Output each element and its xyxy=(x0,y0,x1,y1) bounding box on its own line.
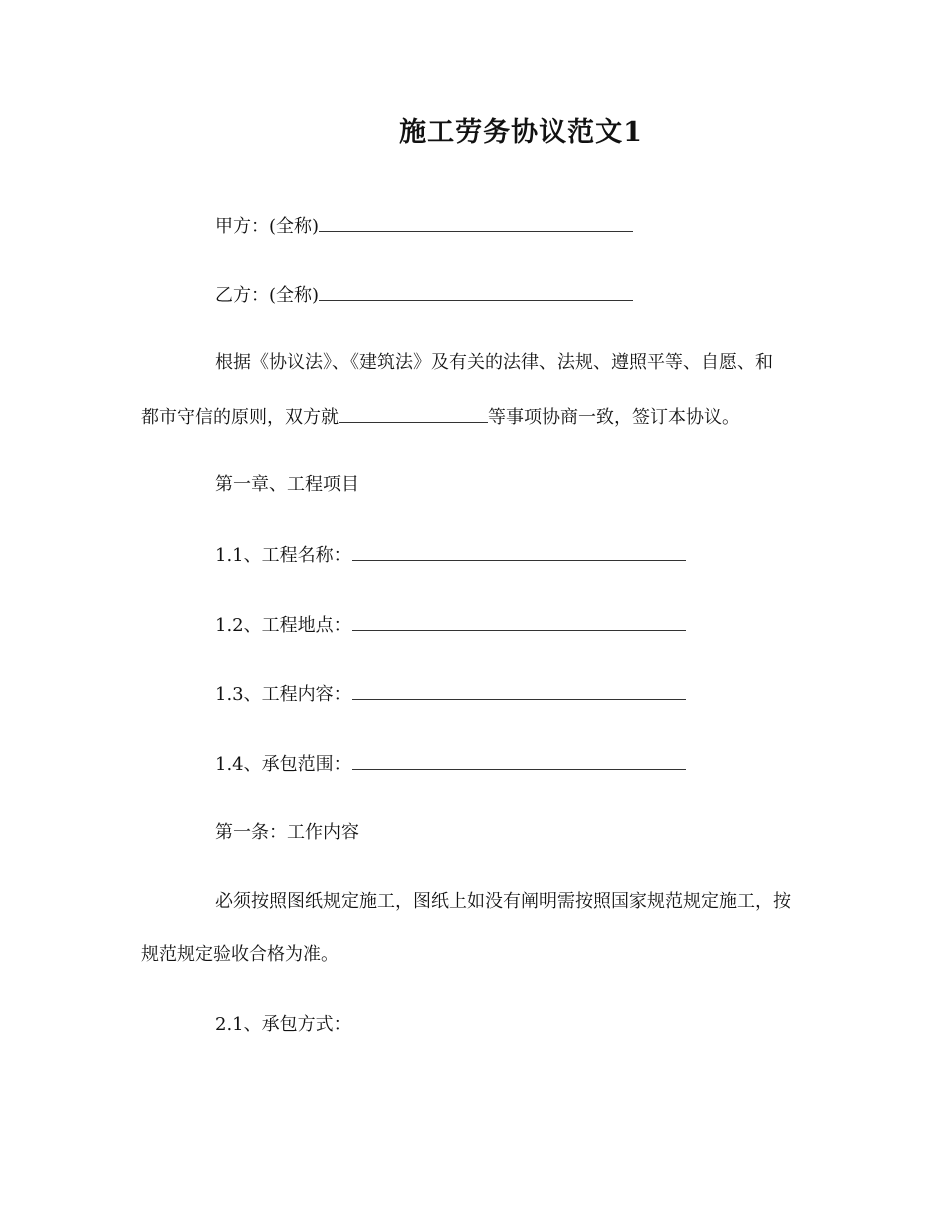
article-1-text-2: 规范规定验收合格为准。 xyxy=(141,944,339,965)
project-location-blank xyxy=(352,612,686,631)
item-1-2-label: 1.2、工程地点： xyxy=(215,615,352,636)
article-1-heading-text: 第一条：工作内容 xyxy=(215,822,359,843)
matters-blank xyxy=(339,404,488,423)
project-name-blank xyxy=(352,542,686,561)
item-1-1-label: 1.1、工程名称： xyxy=(215,545,352,566)
article-1-heading xyxy=(215,821,359,845)
item-1-4-label: 1.4、承包范围： xyxy=(215,754,352,775)
item-2-1 xyxy=(215,1013,352,1037)
party-b-line xyxy=(215,282,633,308)
preamble-text-2a: 都市守信的原则，双方就 xyxy=(141,407,339,428)
party-b-label: 乙方：(全称) xyxy=(215,285,320,306)
party-a-blank xyxy=(319,213,633,232)
item-1-1 xyxy=(215,542,686,568)
article-1-line-1 xyxy=(215,890,791,914)
article-1-line-2 xyxy=(141,943,339,967)
preamble-line-2 xyxy=(141,404,740,430)
preamble-line-1 xyxy=(215,351,773,375)
item-1-3-label: 1.3、工程内容： xyxy=(215,684,352,705)
project-content-blank xyxy=(352,681,686,700)
item-2-1-label: 2.1、承包方式： xyxy=(215,1014,352,1035)
item-1-3 xyxy=(215,681,686,707)
preamble-text-1: 根据《协议法》、《建筑法》及有关的法律、法规、遵照平等、自愿、和 xyxy=(215,352,773,373)
contract-scope-blank xyxy=(352,751,686,770)
party-a-line xyxy=(215,213,633,239)
preamble-text-2b: 等事项协商一致，签订本协议。 xyxy=(488,407,740,428)
article-1-text-1: 必须按照图纸规定施工，图纸上如没有阐明需按照国家规范规定施工，按 xyxy=(215,891,791,912)
chapter-1-heading-text: 第一章、工程项目 xyxy=(215,474,359,495)
party-a-label: 甲方：(全称) xyxy=(215,216,320,237)
item-1-2 xyxy=(215,612,686,638)
party-b-blank xyxy=(319,282,633,301)
item-1-4 xyxy=(215,751,686,777)
chapter-1-heading xyxy=(215,473,359,497)
document-title: 施工劳务协议范文1 xyxy=(399,117,643,148)
